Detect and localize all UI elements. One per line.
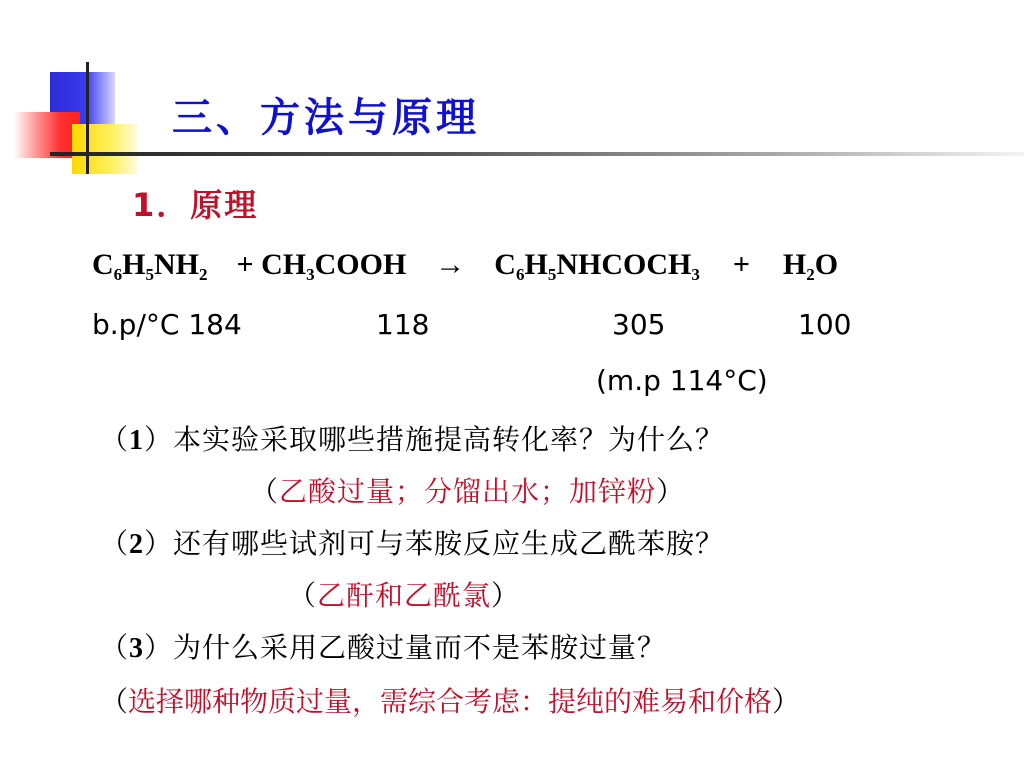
reactant-aniline: $C_6H_5NH_2$ — [92, 248, 208, 284]
bp-label: b.p/°C 184 — [92, 308, 242, 341]
bp-acetanilide: 305 — [612, 308, 666, 341]
bp-acetic-acid: 118 — [376, 308, 430, 341]
title-divider-line — [50, 152, 1024, 156]
product-acetanilide: $C_6H_5NHCOCH_3$ — [494, 248, 700, 284]
logo-yellow-square — [72, 124, 138, 174]
section-heading: 1．原理 — [132, 186, 259, 224]
logo-vertical-line — [86, 62, 89, 174]
reactant-acetic-acid: $CH_3COOH$ — [261, 248, 407, 284]
mp-note: (m.p 114°C) — [596, 364, 768, 397]
answer-1: （乙酸过量；分馏出水；加锌粉） — [250, 475, 686, 508]
answer-2: （乙酐和乙酰氯） — [288, 579, 521, 612]
product-water: $H_2O$ — [782, 248, 839, 284]
reaction-equation — [92, 248, 838, 285]
answer-3: （选择哪种物质过量，需综合考虑：提纯的难易和价格） — [100, 685, 801, 718]
question-3: （3）为什么采用乙酸过量而不是苯胺过量？ — [100, 631, 667, 664]
reaction-arrow: → — [435, 248, 466, 281]
question-1: （1）本实验采取哪些措施提高转化率？为什么？ — [100, 423, 725, 456]
question-2: （2）还有哪些试剂可与苯胺反应生成乙酰苯胺？ — [100, 527, 725, 560]
plus-sign: + — [236, 248, 254, 281]
plus-sign: + — [732, 248, 750, 281]
bp-water: 100 — [798, 308, 852, 341]
slide-title: 三、方法与原理 — [172, 95, 480, 141]
